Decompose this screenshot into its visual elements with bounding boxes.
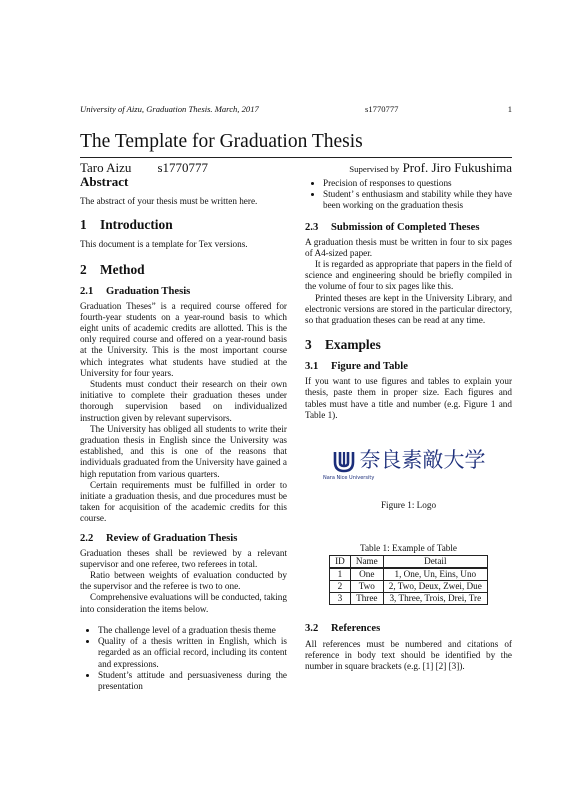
subsection-heading [305, 360, 512, 373]
abstract-text: The abstract of your thesis must be written here. [80, 196, 258, 207]
list-item: • The challenge level of a graduation thesis theme [98, 625, 287, 636]
section-title: Examples [325, 337, 381, 353]
subsection-title: Review of Graduation Thesis [106, 532, 238, 544]
table-header-cell: Name [350, 555, 383, 568]
table-cell: Three [350, 592, 383, 604]
paragraph: All references must be numbered and citations of reference in body text should be identified by the number in square brackets (e.g. [1] [2] [3]). [305, 638, 512, 672]
example-table [329, 555, 488, 605]
paragraph: Printed theses are kept in the University Library, and electronic versions are stored in the particular directory, so that graduation theses can be read at any time. [305, 292, 512, 326]
table-cell: 1, One, Un, Eins, Uno [383, 568, 487, 581]
table-cell: 2 [330, 580, 351, 592]
title-rule [80, 157, 512, 158]
author-name: Taro Aizu [80, 160, 132, 175]
paragraph: Ratio between weights of evaluation conducted by the supervisor and the referee is two to one. [80, 570, 287, 592]
section-title: Introduction [100, 217, 173, 233]
section-heading [80, 262, 287, 278]
left-column [80, 176, 287, 692]
table-cell: 1 [330, 568, 351, 581]
abstract-heading: Abstract [80, 174, 129, 189]
section-heading [80, 217, 287, 233]
paragraph: It is regarded as appropriate that papers in the field of science and engineering should be briefly compiled in the volume of four to six pages like this. [305, 259, 512, 292]
subsection-title: References [331, 622, 381, 634]
header-id: s1770777 [365, 104, 399, 114]
intro-text: This document is a template for Tex versions. [80, 239, 248, 250]
section-number: 3 [305, 337, 312, 353]
subsection-heading [80, 285, 287, 298]
table-cell: 3 [330, 592, 351, 604]
author-id: s1770777 [157, 160, 208, 175]
section-title: Method [100, 261, 145, 277]
section-number: 1 [80, 217, 87, 233]
paragraph: If you want to use figures and tables to explain your thesis, paste them in proper size. Each figures and tables must have a title and number (e.g. Figure 1 and Table 1). [305, 376, 512, 420]
subsection-heading [80, 532, 287, 545]
paper-title: The Template for Graduation Thesis [80, 131, 363, 152]
paragraph: Graduation Theses” is a required course offered for fourth-year students on a year-round basis to which eight units of academic credits are allotted. This is the only required course and offered on a year-round basis at the University. This is the most important course which integrates what students have studied at the University for four years. [80, 300, 287, 378]
paragraph: The University has obliged all students to write their graduation thesis in English since the University was established, and this is one of the reasons that individuals graduated from the University have gained a high reputation from various quarters. [80, 423, 287, 479]
table-row [330, 592, 488, 604]
running-header [80, 104, 512, 114]
figure-logo [305, 449, 512, 512]
subsection-title: Submission of Completed Theses [331, 221, 480, 233]
evaluation-list-continued [305, 178, 512, 212]
paragraph: Certain requirements must be fulfilled in order to initiate a graduation thesis, and due procedures must be taken for acquisition of the academic credits for this course. [80, 479, 287, 524]
subsection-number: 3.1 [305, 361, 319, 373]
paragraph: Comprehensive evaluations will be conducted, taking into consideration the items below. [80, 592, 287, 614]
table-cell: One [350, 568, 383, 581]
table-header-row [330, 555, 488, 568]
subsection-title: Graduation Thesis [106, 285, 191, 297]
table-cell: 3, Three, Trois, Drei, Tre [383, 592, 487, 604]
table-row [330, 580, 488, 592]
subsection-number: 3.2 [305, 622, 319, 634]
list-item: • Precision of responses to questions [323, 178, 512, 189]
list-item: • Quality of a thesis written in English, which is regarded as an official record, including its content and expressions. [98, 636, 287, 670]
subsection-number: 2.1 [80, 285, 94, 297]
section-heading [305, 337, 512, 353]
supervised-by-label: Supervised by [349, 164, 400, 174]
list-item: • Student’ s enthusiasm and stability while they have been working on the graduation thesis [323, 189, 512, 211]
evaluation-list [80, 625, 287, 692]
subsection-heading [305, 622, 512, 635]
table-cell: 2, Two, Deux, Zwei, Due [383, 580, 487, 592]
right-column [305, 176, 512, 672]
subsection-number: 2.2 [80, 532, 94, 544]
subsection-heading [305, 221, 512, 234]
section-number: 2 [80, 261, 87, 277]
logo-english-text: Nara Nice University [323, 475, 375, 482]
table-header-cell: ID [330, 555, 351, 568]
figure-caption: Figure 1: Logo [380, 500, 437, 511]
supervisor-name: Prof. Jiro Fukushima [402, 160, 512, 175]
paragraph: Graduation theses shall be reviewed by a relevant supervisor and one referee, two referees in total. [80, 547, 287, 569]
page-number: 1 [507, 104, 512, 114]
subsection-title: Figure and Table [331, 361, 408, 373]
list-item: • Student’s attitude and persuasiveness during the presentation [98, 670, 287, 692]
table-cell: Two [350, 580, 383, 592]
paragraph: A graduation thesis must be written in four to six pages of A4-sized paper. [305, 236, 512, 258]
table-caption: Table 1: Example of Table [359, 542, 458, 553]
supervisor-line [349, 160, 512, 176]
table-row [330, 568, 488, 581]
header-left: University of Aizu, Graduation Thesis. March, 2017 [80, 104, 259, 114]
table-header-cell: Detail [383, 555, 487, 568]
university-emblem-icon [332, 449, 356, 473]
university-logo [332, 449, 486, 473]
paragraph: Students must conduct their research on their own initiative to complete their graduation theses under thorough supervision based on individualized instruction given by relevant supervisors. [80, 379, 287, 423]
logo-japanese-text: 奈良素敵大学 [359, 448, 486, 473]
subsection-number: 2.3 [305, 221, 319, 233]
